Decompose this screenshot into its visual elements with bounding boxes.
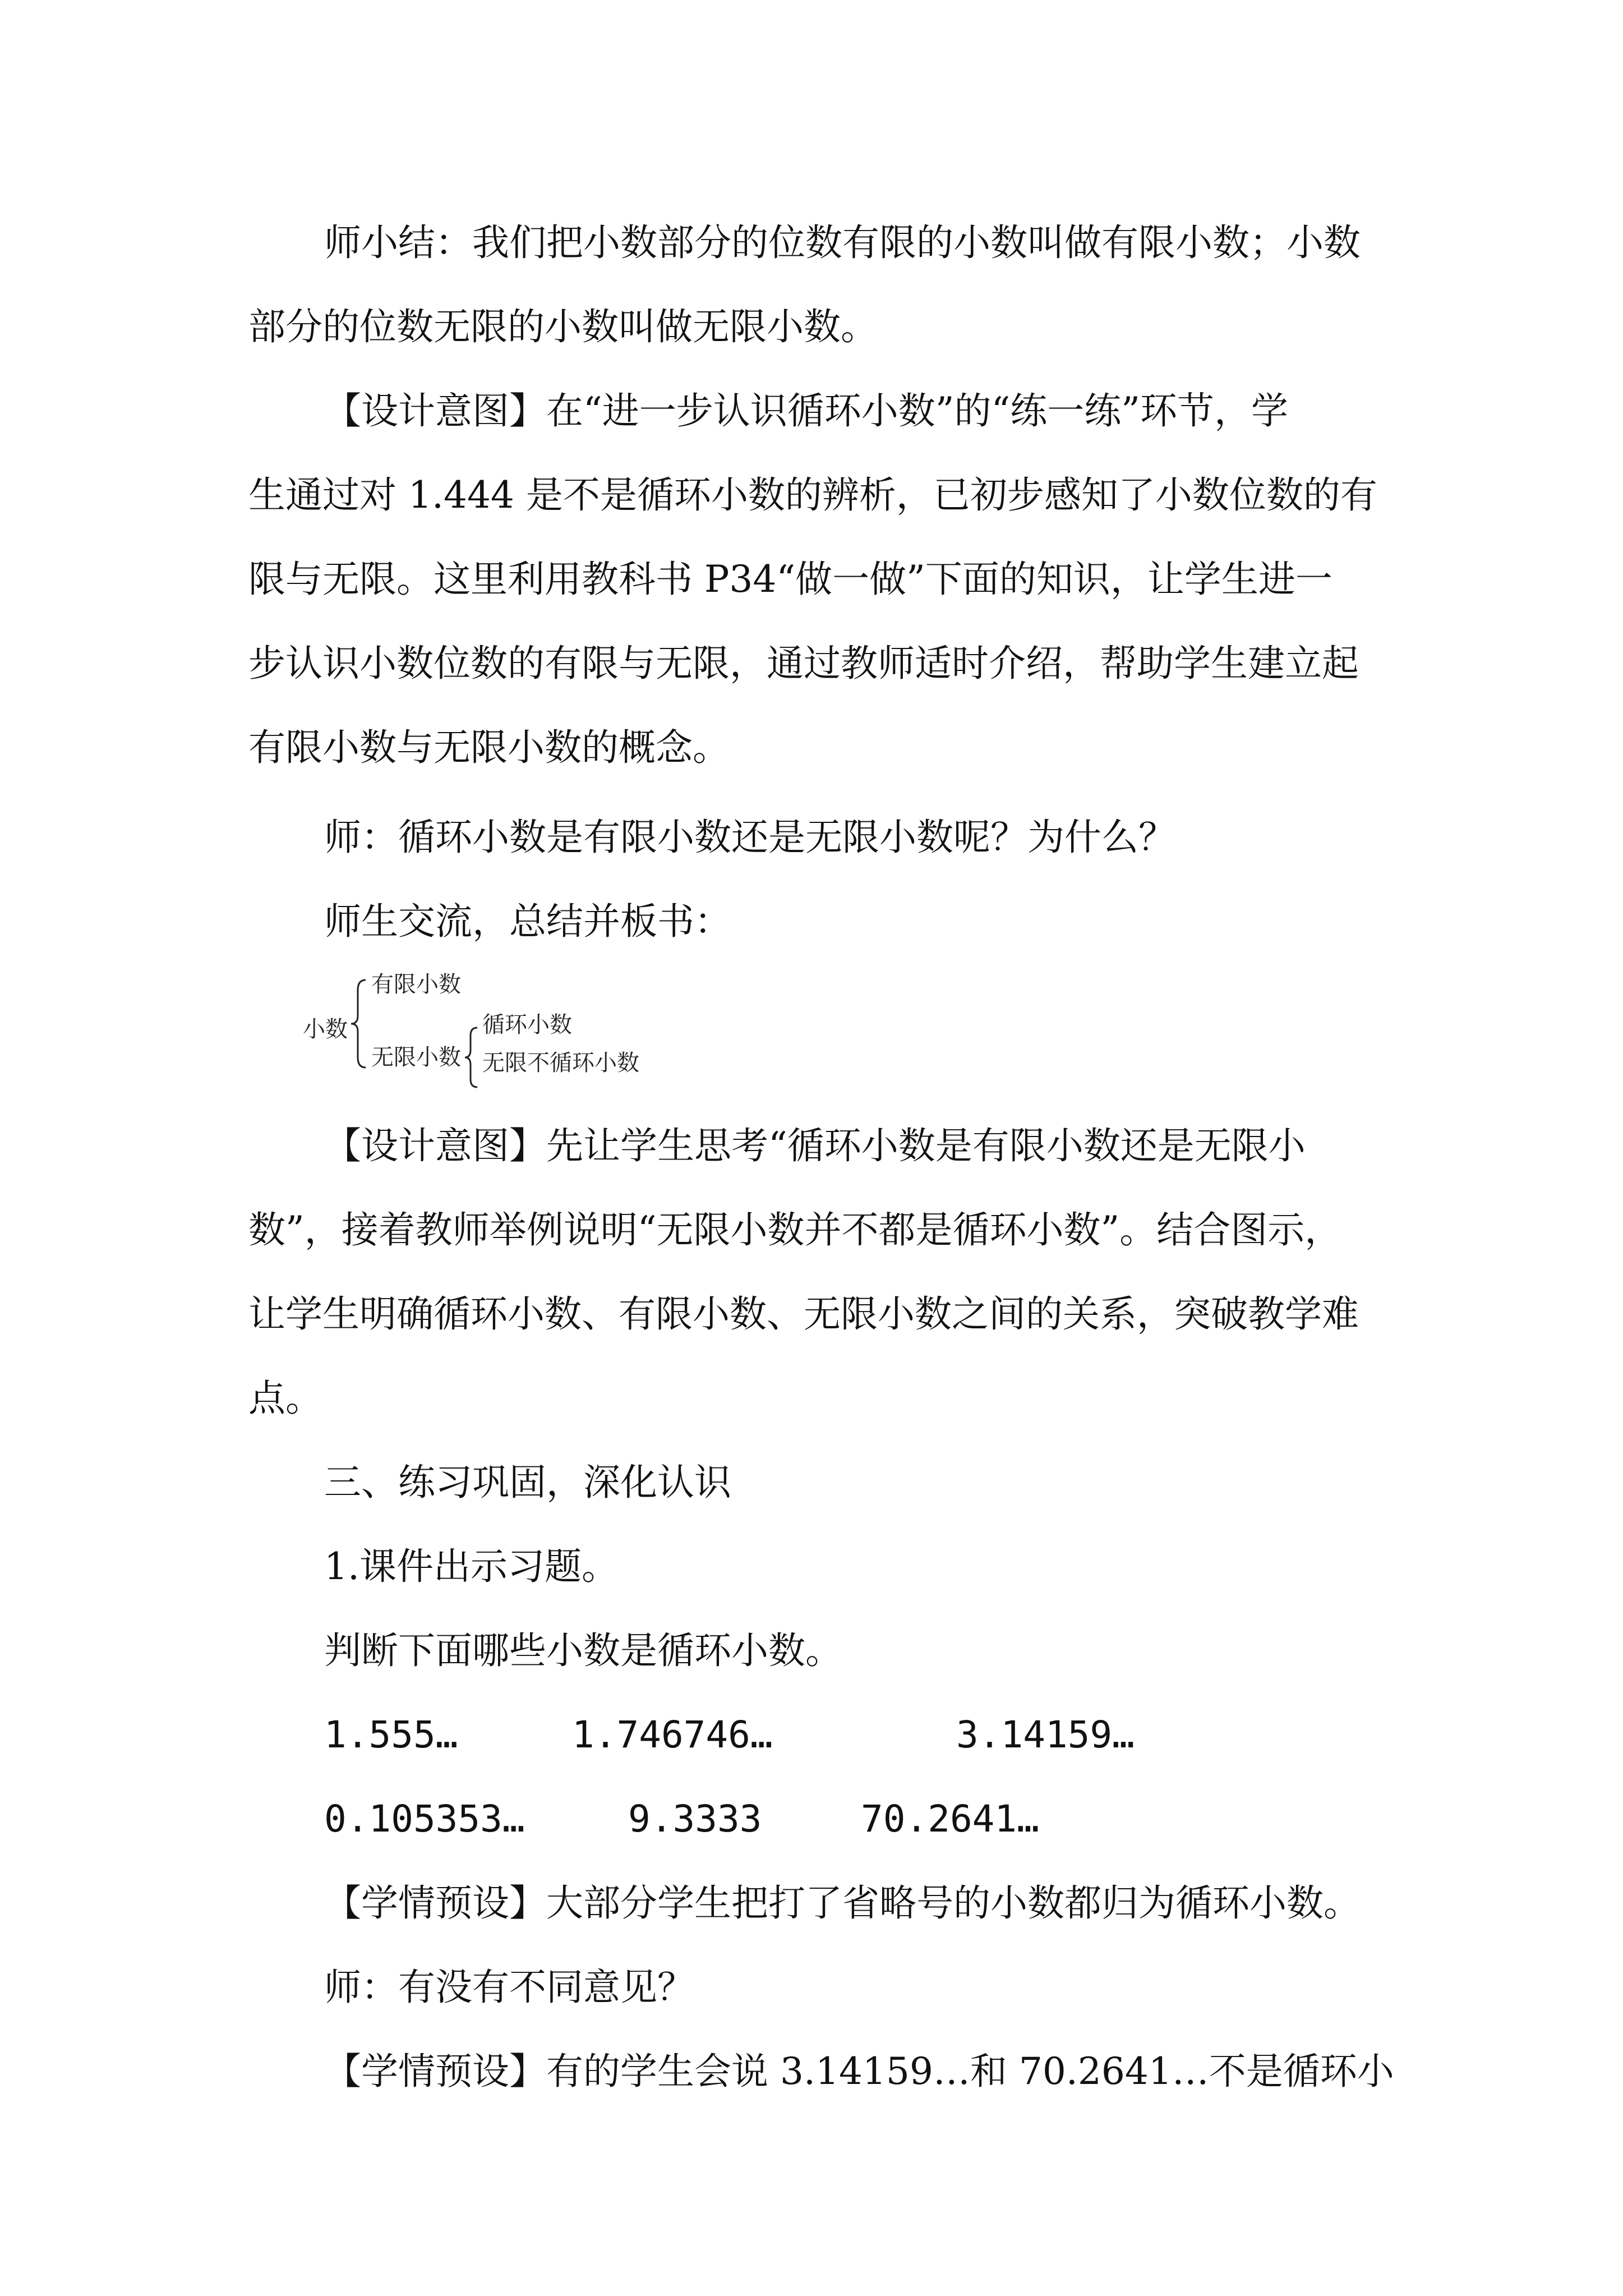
inner-brace-icon (463, 1027, 479, 1088)
design-intent-1-line-3: 限与无限。这里利用教科书 P34“做一做”下面的知识，让学生进一 (248, 558, 1332, 601)
number-1-555: 1.555… (324, 1713, 458, 1756)
number-9-3333: 9.3333 (628, 1797, 762, 1841)
design-intent-2-line-4: 点。 (248, 1377, 322, 1420)
preset-line-1: 【学情预设】大部分学生把打了省略号的小数都归为循环小数。 (324, 1881, 1361, 1925)
design-intent-1-line-4: 步认识小数位数的有限与无限，通过教师适时介绍，帮助学生建立起 (248, 642, 1359, 685)
decimal-classification-diagram (297, 968, 690, 1091)
design-intent-1-line-1: 【设计意图】在“进一步认识循环小数”的“练一练”环节，学 (324, 389, 1288, 432)
number-1-746746: 1.746746… (572, 1713, 773, 1756)
judge-instruction: 判断下面哪些小数是循环小数。 (324, 1629, 842, 1672)
design-intent-2-line-2: 数”，接着教师举例说明“无限小数并不都是循环小数”。结合图示， (248, 1208, 1342, 1251)
preset-line-2: 【学情预设】有的学生会说 3.14159…和 70.2641…不是循环小 (324, 2050, 1394, 2093)
teacher-question: 师：循环小数是有限小数还是无限小数呢？为什么？ (324, 816, 1175, 859)
diagram-non-repeating-label: 无限不循环小数 (482, 1050, 639, 1076)
section-heading-3: 三、练习巩固，深化认识 (324, 1461, 731, 1504)
number-70-2641: 70.2641… (861, 1797, 1039, 1841)
design-intent-2-line-3: 让学生明确循环小数、有限小数、无限小数之间的关系，突破教学难 (248, 1292, 1359, 1336)
teacher-ask-line: 师：有没有不同意见？ (324, 1966, 694, 2009)
diagram-finite-label: 有限小数 (371, 972, 461, 997)
exchange-line: 师生交流，总结并板书： (324, 900, 731, 943)
diagram-repeating-label: 循环小数 (482, 1012, 572, 1038)
summary-line-1: 师小结：我们把小数部分的位数有限的小数叫做有限小数；小数 (324, 221, 1361, 264)
number-0-105353: 0.105353… (324, 1797, 525, 1841)
design-intent-1-line-5: 有限小数与无限小数的概念。 (248, 726, 730, 769)
outer-brace-icon (349, 979, 369, 1069)
diagram-root-label: 小数 (303, 1016, 348, 1042)
exercise-1-label: 1.课件出示习题。 (324, 1545, 619, 1588)
summary-line-2: 部分的位数无限的小数叫做无限小数。 (248, 305, 878, 348)
design-intent-1-line-2: 生通过对 1.444 是不是循环小数的辨析，已初步感知了小数位数的有 (248, 473, 1377, 517)
number-3-14159: 3.14159… (956, 1713, 1135, 1756)
design-intent-2-line-1: 【设计意图】先让学生思考“循环小数是有限小数还是无限小 (324, 1124, 1306, 1167)
diagram-infinite-label: 无限小数 (371, 1045, 461, 1070)
